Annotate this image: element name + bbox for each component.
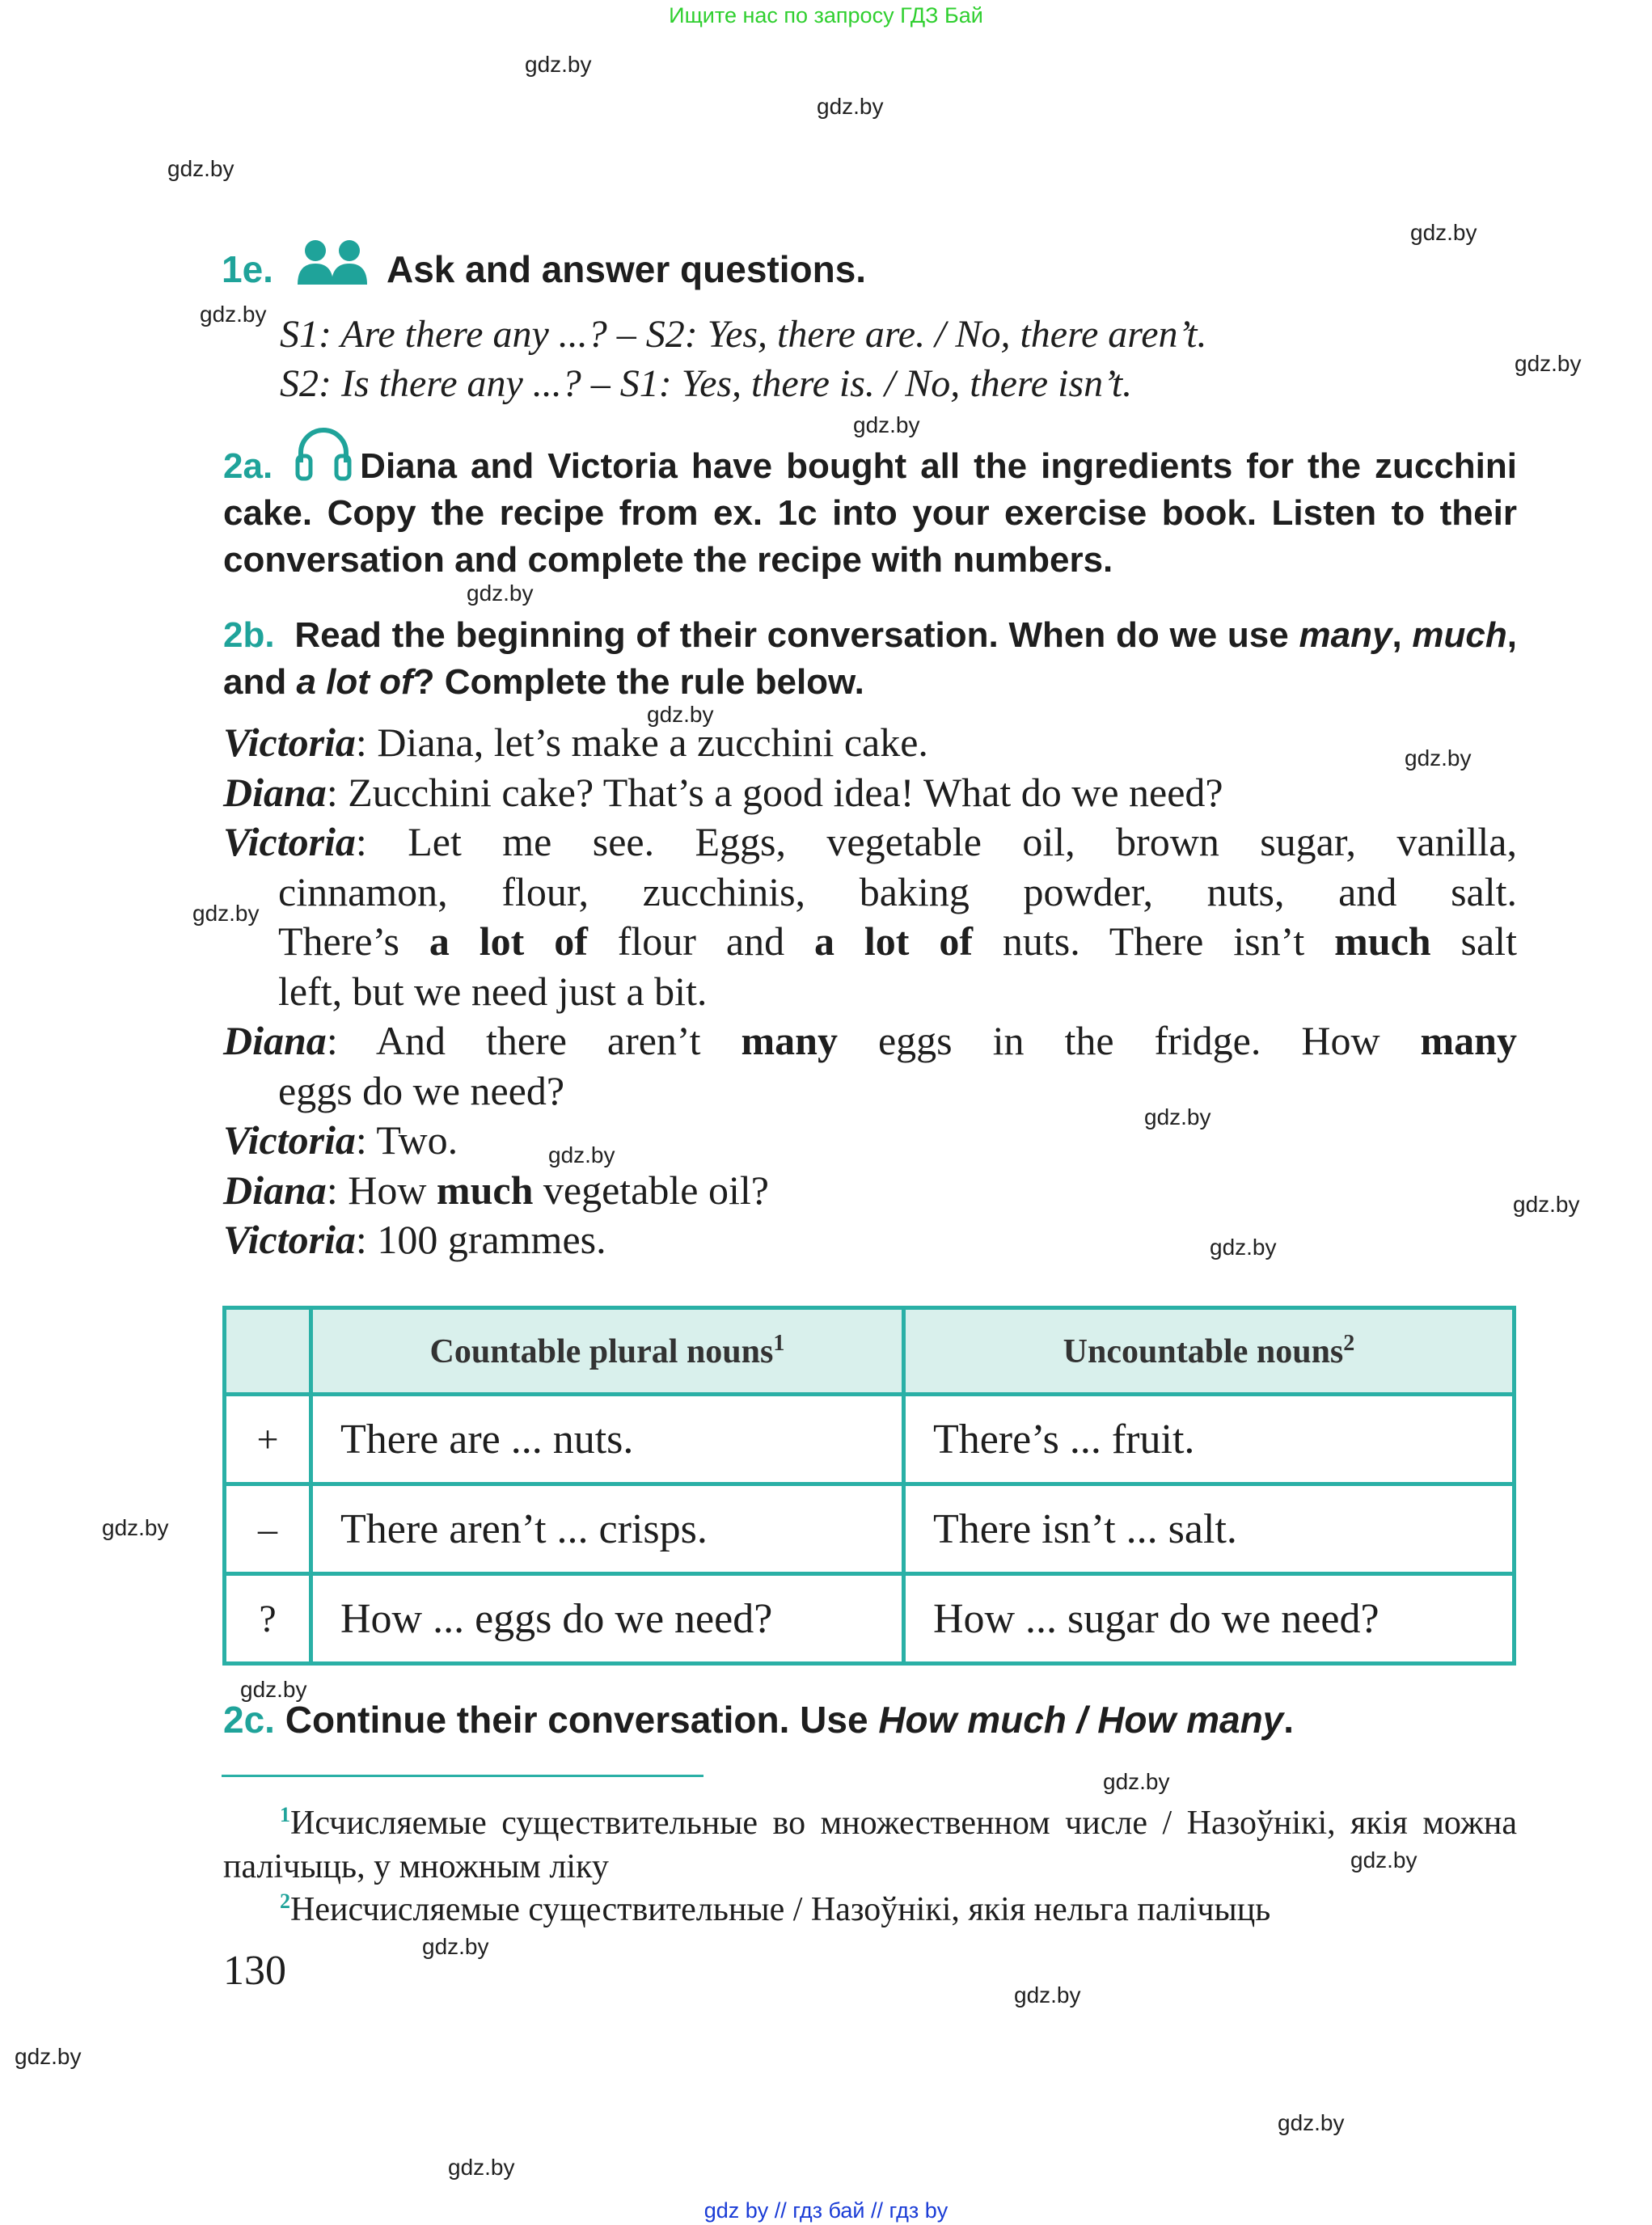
watermark: gdz.by xyxy=(525,52,592,77)
sign-cell: – xyxy=(225,1484,311,1574)
keyword: much xyxy=(1412,615,1507,655)
header-label: Countable plural nouns xyxy=(429,1333,774,1370)
header-countable xyxy=(311,1308,904,1395)
dialogue-line xyxy=(223,1116,1517,1166)
table-row xyxy=(225,1574,1515,1664)
speaker-name: Diana xyxy=(223,769,327,815)
exercise-1e-line-2 xyxy=(280,361,1132,406)
dialogue-line xyxy=(223,917,1517,967)
footnote-mark: 2 xyxy=(1343,1331,1355,1356)
speech-text: nuts. There isn’t xyxy=(973,918,1335,964)
watermark: gdz.by xyxy=(1410,220,1477,245)
dialogue-line xyxy=(223,1166,1517,1216)
speaker-name: Victoria xyxy=(223,720,356,765)
top-banner: Ищите нас по запросу ГДЗ Бай xyxy=(669,3,983,27)
exercise-2c-text: . xyxy=(1283,1699,1295,1741)
watermark: gdz.by xyxy=(1144,1104,1211,1129)
sentence-text: S2: Is there any ...? – S1: Yes, there is. / No, there isn’t. xyxy=(280,362,1133,405)
exercise-2c xyxy=(223,1698,1294,1742)
dialogue-line xyxy=(223,1066,1517,1117)
footer-links[interactable]: gdz by // гдз бай // гдз by xyxy=(703,2198,949,2223)
watermark: gdz.by xyxy=(817,94,884,119)
watermark: gdz.by xyxy=(467,581,534,606)
exercise-2b xyxy=(223,612,1517,706)
watermark: gdz.by xyxy=(1210,1235,1277,1260)
table-row xyxy=(225,1395,1515,1484)
watermark: gdz.by xyxy=(548,1142,615,1167)
table-header-row xyxy=(225,1308,1515,1395)
dialogue-line xyxy=(223,1215,1517,1265)
table-cell: There’s ... fruit. xyxy=(903,1395,1514,1484)
speech-text: cinnamon, flour, zucchinis, baking powder, nuts, and salt. xyxy=(278,868,1517,914)
speech-text: : 100 grammes. xyxy=(355,1217,606,1262)
footnote-mark: 1 xyxy=(773,1331,785,1356)
watermark: gdz.by xyxy=(1350,1847,1418,1872)
dialogue-line xyxy=(223,1016,1517,1066)
watermark: gdz.by xyxy=(192,901,260,926)
dialogue-line xyxy=(223,868,1517,918)
sign-cell: ? xyxy=(225,1574,311,1664)
footnote-divider xyxy=(222,1775,703,1777)
speech-text: : How xyxy=(326,1167,437,1213)
speech-text: : Two. xyxy=(355,1117,458,1163)
table-cell: How ... eggs do we need? xyxy=(311,1574,904,1664)
dialogue xyxy=(223,718,1517,1265)
sign-cell: + xyxy=(225,1395,311,1484)
exercise-number: 2c. xyxy=(223,1699,275,1741)
speech-text: : Let me see. Eggs, vegetable oil, brown sugar, vanilla, xyxy=(355,819,1517,864)
keyword: many xyxy=(741,1018,838,1063)
watermark: gdz.by xyxy=(1103,1769,1170,1794)
keyword: a lot of xyxy=(429,918,588,964)
exercise-2c-text: Continue their conversation. Use xyxy=(285,1699,879,1741)
table-cell: There isn’t ... salt. xyxy=(903,1484,1514,1574)
exercise-2b-text: ? Complete the rule below. xyxy=(412,662,864,702)
watermark: gdz.by xyxy=(200,302,267,327)
exercise-1e-line-1 xyxy=(280,312,1207,357)
sentence-text: S1: Are there any ...? – S2: Yes, there are. / No, there aren’t. xyxy=(280,313,1207,356)
speech-text: left, but we need just a bit. xyxy=(278,968,708,1014)
dialogue-line xyxy=(223,718,1517,768)
separator: , xyxy=(1392,615,1413,655)
footnote-text: Неисчисляемые существительные / Назоўнікі, якія нельга палічыць xyxy=(290,1891,1271,1928)
exercise-2a xyxy=(223,443,1517,584)
exercise-number: 1e. xyxy=(222,248,273,290)
exercise-2a-text: Diana and Victoria have bought all the ingredients for the zucchini cake. Copy the recipe from ex. 1c into your exercise book. Listen to their conversation and complete the recipe with numbers. xyxy=(223,446,1517,580)
dialogue-line xyxy=(223,768,1517,818)
speech-text: : And there aren’t xyxy=(326,1018,741,1063)
page-number: 130 xyxy=(223,1948,286,1994)
speaker-name: Victoria xyxy=(223,1217,356,1262)
footnote-mark: 2 xyxy=(280,1889,290,1913)
speaker-name: Victoria xyxy=(223,819,356,864)
watermark: gdz.by xyxy=(102,1515,169,1540)
exercise-1e-heading xyxy=(222,247,273,291)
footnote-text: Исчисляемые существительные во множественном числе / Назоўнікі, якія можна палічыць, у множным ліку xyxy=(223,1805,1517,1885)
speech-text: : Diana, let’s make a zucchini cake. xyxy=(355,720,928,765)
footnote-mark: 1 xyxy=(280,1803,290,1826)
keyword: How much / How many xyxy=(878,1699,1284,1741)
table-cell: There are ... nuts. xyxy=(311,1395,904,1484)
dialogue-line xyxy=(223,967,1517,1017)
exercise-number: 2b. xyxy=(223,615,275,655)
exercise-2b-text: Read the beginning of their conversation. When do we use xyxy=(294,615,1289,655)
speech-text: eggs do we need? xyxy=(278,1067,565,1113)
header-blank-cell xyxy=(225,1308,311,1395)
table-row xyxy=(225,1484,1515,1574)
watermark: gdz.by xyxy=(422,1934,489,1959)
watermark: gdz.by xyxy=(1405,745,1472,771)
speaker-name: Diana xyxy=(223,1018,327,1063)
watermark: gdz.by xyxy=(1278,2110,1345,2135)
footnote xyxy=(223,1793,1517,1889)
keyword: a lot of xyxy=(296,662,413,702)
watermark: gdz.by xyxy=(1014,1982,1081,2008)
separator: , and xyxy=(223,615,1518,702)
watermark: gdz.by xyxy=(448,2155,515,2180)
footnote xyxy=(223,1880,1517,1932)
table-cell: How ... sugar do we need? xyxy=(903,1574,1514,1664)
speech-text: eggs in the fridge. How xyxy=(838,1018,1421,1063)
rule-table xyxy=(222,1306,1516,1666)
speech-text: : Zucchini cake? That’s a good idea! What do we need? xyxy=(326,769,1223,815)
watermark: gdz.by xyxy=(1515,351,1582,376)
dialogue-line xyxy=(223,817,1517,868)
keyword: much xyxy=(1334,918,1431,964)
header-label: Uncountable nouns xyxy=(1063,1333,1344,1370)
keyword: many xyxy=(1420,1018,1517,1063)
watermark: gdz.by xyxy=(647,702,714,727)
speech-text: flour and xyxy=(587,918,814,964)
pair-work-icon xyxy=(296,238,370,289)
watermark: gdz.by xyxy=(167,156,234,181)
speech-text: salt xyxy=(1430,918,1517,964)
speech-text: There’s xyxy=(278,918,429,964)
keyword: much xyxy=(436,1167,534,1213)
keyword: many xyxy=(1299,615,1392,655)
header-uncountable xyxy=(903,1308,1514,1395)
watermark: gdz.by xyxy=(853,412,920,437)
speaker-name: Victoria xyxy=(223,1117,356,1163)
table-cell: There aren’t ... crisps. xyxy=(311,1484,904,1574)
exercise-number: 2a. xyxy=(223,446,273,486)
watermark: gdz.by xyxy=(1513,1192,1580,1217)
exercise-1e-title: Ask and answer questions. xyxy=(387,248,867,290)
speech-text: vegetable oil? xyxy=(533,1167,769,1213)
watermark: gdz.by xyxy=(15,2044,82,2069)
speaker-name: Diana xyxy=(223,1167,327,1213)
keyword: a lot of xyxy=(813,918,973,964)
watermark: gdz.by xyxy=(240,1677,307,1702)
